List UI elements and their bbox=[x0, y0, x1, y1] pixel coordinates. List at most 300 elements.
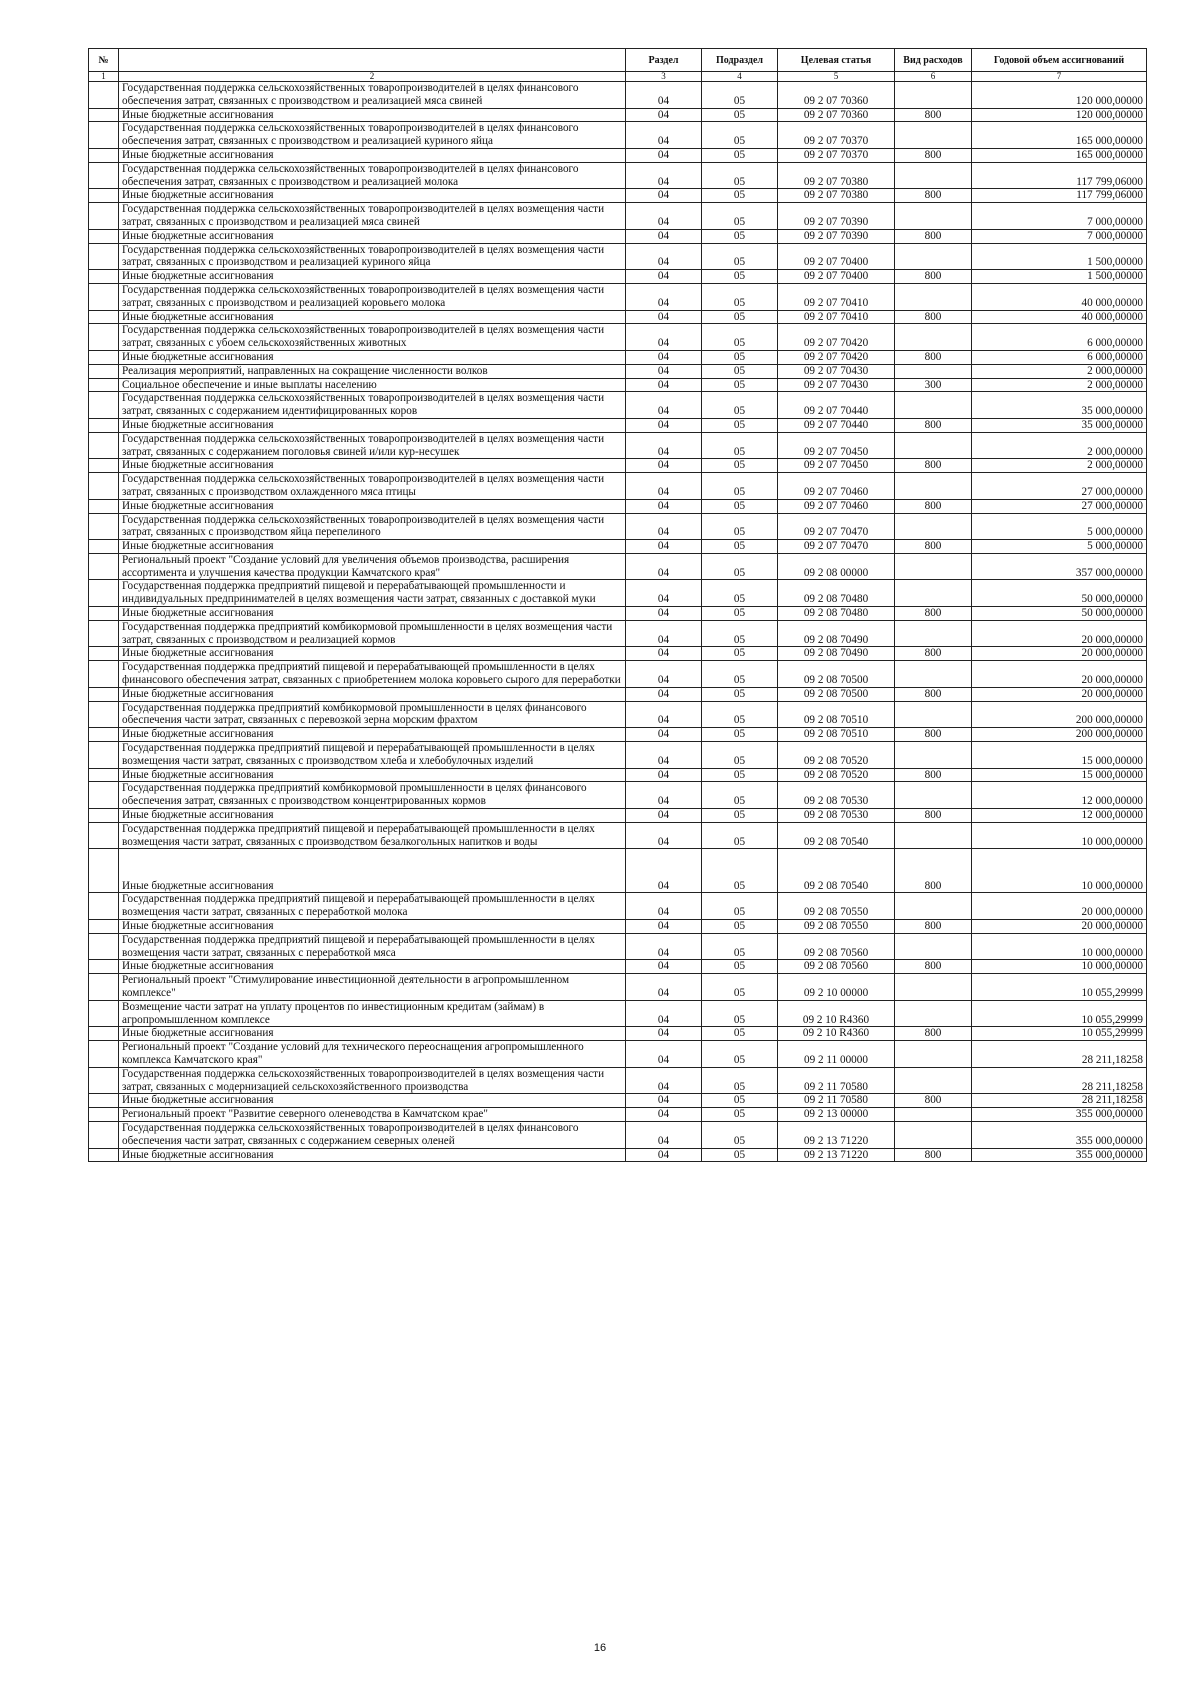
row-target-article: 09 2 13 71220 bbox=[778, 1148, 895, 1162]
row-target-article: 09 2 07 70460 bbox=[778, 499, 895, 513]
row-expense-type: 800 bbox=[895, 687, 972, 701]
row-amount: 20 000,00000 bbox=[972, 620, 1147, 647]
row-number-cell bbox=[89, 580, 119, 607]
row-expense-type bbox=[895, 122, 972, 149]
row-section: 04 bbox=[626, 499, 702, 513]
row-target-article: 09 2 07 70400 bbox=[778, 270, 895, 284]
header-expense-type: Вид расходов bbox=[895, 49, 972, 72]
row-subsection: 05 bbox=[702, 108, 778, 122]
row-number-cell bbox=[89, 1041, 119, 1068]
row-description: Социальное обеспечение и иные выплаты населению bbox=[119, 378, 626, 392]
table-row bbox=[89, 553, 1147, 580]
row-subsection: 05 bbox=[702, 189, 778, 203]
row-description: Иные бюджетные ассигнования bbox=[119, 1148, 626, 1162]
row-subsection: 05 bbox=[702, 162, 778, 189]
page-number: 16 bbox=[593, 1642, 607, 1654]
row-description: Государственная поддержка сельскохозяйственных товаропроизводителей в целях финансового обеспечения затрат, связанных с производством и реализацией молока bbox=[119, 162, 626, 189]
table-row bbox=[89, 122, 1147, 149]
row-subsection: 05 bbox=[702, 473, 778, 500]
table-row bbox=[89, 513, 1147, 540]
row-expense-type bbox=[895, 742, 972, 769]
row-number-cell bbox=[89, 893, 119, 920]
row-section: 04 bbox=[626, 324, 702, 351]
row-section: 04 bbox=[626, 459, 702, 473]
row-expense-type: 800 bbox=[895, 499, 972, 513]
row-amount: 5 000,00000 bbox=[972, 540, 1147, 554]
row-section: 04 bbox=[626, 768, 702, 782]
row-section: 04 bbox=[626, 283, 702, 310]
row-subsection: 05 bbox=[702, 742, 778, 769]
row-expense-type bbox=[895, 243, 972, 270]
table-row bbox=[89, 283, 1147, 310]
row-amount: 28 211,18258 bbox=[972, 1041, 1147, 1068]
row-target-article: 09 2 11 00000 bbox=[778, 1041, 895, 1068]
row-description: Государственная поддержка сельскохозяйственных товаропроизводителей в целях возмещения части затрат, связанных с убоем сельскохозяйственных животных bbox=[119, 324, 626, 351]
row-number-cell bbox=[89, 378, 119, 392]
row-number-cell bbox=[89, 849, 119, 893]
row-target-article: 09 2 07 70470 bbox=[778, 540, 895, 554]
row-expense-type: 800 bbox=[895, 229, 972, 243]
row-section: 04 bbox=[626, 1067, 702, 1094]
row-description: Государственная поддержка предприятий пищевой и перерабатывающей промышленности в целях возмещения части затрат, связанных с переработкой мяса bbox=[119, 933, 626, 960]
row-subsection: 05 bbox=[702, 1000, 778, 1027]
row-subsection: 05 bbox=[702, 920, 778, 934]
table-row bbox=[89, 728, 1147, 742]
row-subsection: 05 bbox=[702, 647, 778, 661]
row-expense-type bbox=[895, 661, 972, 688]
row-number-cell bbox=[89, 742, 119, 769]
row-amount: 10 000,00000 bbox=[972, 960, 1147, 974]
row-target-article: 09 2 07 70440 bbox=[778, 418, 895, 432]
row-section: 04 bbox=[626, 364, 702, 378]
row-amount: 20 000,00000 bbox=[972, 687, 1147, 701]
row-amount: 10 000,00000 bbox=[972, 822, 1147, 849]
row-section: 04 bbox=[626, 189, 702, 203]
table-row bbox=[89, 768, 1147, 782]
row-amount: 117 799,06000 bbox=[972, 189, 1147, 203]
row-subsection: 05 bbox=[702, 540, 778, 554]
row-target-article: 09 2 07 70370 bbox=[778, 122, 895, 149]
row-number-cell bbox=[89, 1067, 119, 1094]
row-description: Иные бюджетные ассигнования bbox=[119, 960, 626, 974]
table-row bbox=[89, 418, 1147, 432]
row-subsection: 05 bbox=[702, 893, 778, 920]
row-number-cell bbox=[89, 270, 119, 284]
row-description: Региональный проект "Стимулирование инвестиционной деятельности в агропромышленном комплексе" bbox=[119, 974, 626, 1001]
table-row bbox=[89, 270, 1147, 284]
row-expense-type: 800 bbox=[895, 849, 972, 893]
row-subsection: 05 bbox=[702, 392, 778, 419]
row-subsection: 05 bbox=[702, 459, 778, 473]
row-section: 04 bbox=[626, 540, 702, 554]
row-number-cell bbox=[89, 189, 119, 203]
table-row bbox=[89, 687, 1147, 701]
row-section: 04 bbox=[626, 553, 702, 580]
row-target-article: 09 2 08 00000 bbox=[778, 553, 895, 580]
row-section: 04 bbox=[626, 782, 702, 809]
table-row bbox=[89, 324, 1147, 351]
column-number-row bbox=[89, 72, 1147, 82]
table-row bbox=[89, 82, 1147, 109]
row-number-cell bbox=[89, 162, 119, 189]
table-row bbox=[89, 499, 1147, 513]
row-target-article: 09 2 08 70550 bbox=[778, 920, 895, 934]
row-number-cell bbox=[89, 82, 119, 109]
row-subsection: 05 bbox=[702, 310, 778, 324]
header-name bbox=[119, 49, 626, 72]
row-target-article: 09 2 08 70560 bbox=[778, 960, 895, 974]
row-description: Государственная поддержка сельскохозяйственных товаропроизводителей в целях возмещения части затрат, связанных с производством и реализацией коровьего молока bbox=[119, 283, 626, 310]
row-subsection: 05 bbox=[702, 378, 778, 392]
row-expense-type bbox=[895, 1041, 972, 1068]
row-number-cell bbox=[89, 499, 119, 513]
row-target-article: 09 2 07 70360 bbox=[778, 108, 895, 122]
row-target-article: 09 2 07 70470 bbox=[778, 513, 895, 540]
row-subsection: 05 bbox=[702, 1027, 778, 1041]
row-number-cell bbox=[89, 1027, 119, 1041]
row-amount: 10 055,29999 bbox=[972, 1000, 1147, 1027]
row-expense-type bbox=[895, 1108, 972, 1122]
row-section: 04 bbox=[626, 122, 702, 149]
row-number-cell bbox=[89, 310, 119, 324]
row-expense-type: 300 bbox=[895, 378, 972, 392]
table-row bbox=[89, 607, 1147, 621]
row-target-article: 09 2 08 70500 bbox=[778, 661, 895, 688]
row-section: 04 bbox=[626, 809, 702, 823]
row-target-article: 09 2 07 70370 bbox=[778, 148, 895, 162]
row-amount: 1 500,00000 bbox=[972, 243, 1147, 270]
row-number-cell bbox=[89, 960, 119, 974]
row-description: Иные бюджетные ассигнования bbox=[119, 350, 626, 364]
row-description: Иные бюджетные ассигнования bbox=[119, 728, 626, 742]
row-subsection: 05 bbox=[702, 283, 778, 310]
row-expense-type: 800 bbox=[895, 270, 972, 284]
row-description: Государственная поддержка предприятий комбикормовой промышленности в целях финансового обеспечения части затрат, связанных с перевозкой зерна морским фрахтом bbox=[119, 701, 626, 728]
row-subsection: 05 bbox=[702, 661, 778, 688]
row-section: 04 bbox=[626, 1000, 702, 1027]
row-section: 04 bbox=[626, 1108, 702, 1122]
row-subsection: 05 bbox=[702, 1094, 778, 1108]
row-description: Государственная поддержка предприятий пищевой и перерабатывающей промышленности в целях возмещения части затрат, связанных с переработкой молока bbox=[119, 893, 626, 920]
row-section: 04 bbox=[626, 1027, 702, 1041]
column-number: 6 bbox=[895, 72, 972, 82]
row-section: 04 bbox=[626, 742, 702, 769]
table-row bbox=[89, 893, 1147, 920]
row-target-article: 09 2 07 70420 bbox=[778, 350, 895, 364]
row-target-article: 09 2 13 00000 bbox=[778, 1108, 895, 1122]
row-amount: 40 000,00000 bbox=[972, 310, 1147, 324]
table-row bbox=[89, 189, 1147, 203]
row-amount: 10 055,29999 bbox=[972, 974, 1147, 1001]
row-target-article: 09 2 11 70580 bbox=[778, 1094, 895, 1108]
table-row bbox=[89, 1041, 1147, 1068]
table-row bbox=[89, 108, 1147, 122]
row-amount: 10 000,00000 bbox=[972, 849, 1147, 893]
row-target-article: 09 2 10 R4360 bbox=[778, 1000, 895, 1027]
row-section: 04 bbox=[626, 243, 702, 270]
row-number-cell bbox=[89, 809, 119, 823]
row-number-cell bbox=[89, 768, 119, 782]
row-target-article: 09 2 08 70520 bbox=[778, 742, 895, 769]
row-number-cell bbox=[89, 920, 119, 934]
row-number-cell bbox=[89, 540, 119, 554]
row-section: 04 bbox=[626, 1148, 702, 1162]
row-number-cell bbox=[89, 364, 119, 378]
column-number: 2 bbox=[119, 72, 626, 82]
row-description: Иные бюджетные ассигнования bbox=[119, 499, 626, 513]
row-subsection: 05 bbox=[702, 243, 778, 270]
row-subsection: 05 bbox=[702, 960, 778, 974]
row-target-article: 09 2 07 70410 bbox=[778, 310, 895, 324]
table-row bbox=[89, 809, 1147, 823]
row-section: 04 bbox=[626, 687, 702, 701]
row-description: Иные бюджетные ассигнования bbox=[119, 418, 626, 432]
row-description: Иные бюджетные ассигнования bbox=[119, 1027, 626, 1041]
row-target-article: 09 2 07 70380 bbox=[778, 162, 895, 189]
row-amount: 20 000,00000 bbox=[972, 920, 1147, 934]
row-amount: 20 000,00000 bbox=[972, 661, 1147, 688]
row-expense-type: 800 bbox=[895, 728, 972, 742]
row-amount: 35 000,00000 bbox=[972, 418, 1147, 432]
row-target-article: 09 2 07 70450 bbox=[778, 432, 895, 459]
row-expense-type bbox=[895, 473, 972, 500]
row-section: 04 bbox=[626, 310, 702, 324]
row-target-article: 09 2 08 70490 bbox=[778, 647, 895, 661]
row-amount: 12 000,00000 bbox=[972, 782, 1147, 809]
row-number-cell bbox=[89, 418, 119, 432]
row-amount: 6 000,00000 bbox=[972, 324, 1147, 351]
header-row bbox=[89, 49, 1147, 72]
table-row bbox=[89, 661, 1147, 688]
row-target-article: 09 2 08 70560 bbox=[778, 933, 895, 960]
row-expense-type bbox=[895, 1121, 972, 1148]
row-section: 04 bbox=[626, 229, 702, 243]
row-subsection: 05 bbox=[702, 782, 778, 809]
column-number: 4 bbox=[702, 72, 778, 82]
row-amount: 2 000,00000 bbox=[972, 459, 1147, 473]
row-description: Иные бюджетные ассигнования bbox=[119, 270, 626, 284]
row-number-cell bbox=[89, 1148, 119, 1162]
row-amount: 355 000,00000 bbox=[972, 1148, 1147, 1162]
row-amount: 6 000,00000 bbox=[972, 350, 1147, 364]
row-description: Иные бюджетные ассигнования bbox=[119, 310, 626, 324]
row-number-cell bbox=[89, 1121, 119, 1148]
row-section: 04 bbox=[626, 620, 702, 647]
row-subsection: 05 bbox=[702, 580, 778, 607]
header-target-article: Целевая статья bbox=[778, 49, 895, 72]
header-section: Раздел bbox=[626, 49, 702, 72]
row-number-cell bbox=[89, 473, 119, 500]
row-amount: 28 211,18258 bbox=[972, 1067, 1147, 1094]
row-description: Иные бюджетные ассигнования bbox=[119, 809, 626, 823]
row-expense-type: 800 bbox=[895, 920, 972, 934]
table-row bbox=[89, 974, 1147, 1001]
row-subsection: 05 bbox=[702, 1108, 778, 1122]
row-description: Иные бюджетные ассигнования bbox=[119, 229, 626, 243]
row-number-cell bbox=[89, 203, 119, 230]
table-row bbox=[89, 849, 1147, 893]
table-row bbox=[89, 1148, 1147, 1162]
row-amount: 117 799,06000 bbox=[972, 162, 1147, 189]
row-description: Иные бюджетные ассигнования bbox=[119, 920, 626, 934]
table-row bbox=[89, 229, 1147, 243]
row-section: 04 bbox=[626, 974, 702, 1001]
row-number-cell bbox=[89, 148, 119, 162]
row-target-article: 09 2 08 70510 bbox=[778, 701, 895, 728]
row-number-cell bbox=[89, 229, 119, 243]
row-section: 04 bbox=[626, 580, 702, 607]
row-number-cell bbox=[89, 782, 119, 809]
row-description: Государственная поддержка сельскохозяйственных товаропроизводителей в целях финансового обеспечения затрат, связанных с производством и реализацией куриного яйца bbox=[119, 122, 626, 149]
table-row bbox=[89, 580, 1147, 607]
row-number-cell bbox=[89, 108, 119, 122]
table-row bbox=[89, 162, 1147, 189]
row-subsection: 05 bbox=[702, 1041, 778, 1068]
row-amount: 120 000,00000 bbox=[972, 108, 1147, 122]
row-section: 04 bbox=[626, 203, 702, 230]
row-number-cell bbox=[89, 350, 119, 364]
row-amount: 200 000,00000 bbox=[972, 728, 1147, 742]
row-amount: 27 000,00000 bbox=[972, 473, 1147, 500]
row-description: Государственная поддержка сельскохозяйственных товаропроизводителей в целях возмещения части затрат, связанных с производством яйца перепелиного bbox=[119, 513, 626, 540]
row-expense-type: 800 bbox=[895, 607, 972, 621]
row-expense-type bbox=[895, 553, 972, 580]
row-number-cell bbox=[89, 822, 119, 849]
row-description: Иные бюджетные ассигнования bbox=[119, 687, 626, 701]
row-expense-type bbox=[895, 203, 972, 230]
row-amount: 50 000,00000 bbox=[972, 580, 1147, 607]
table-row bbox=[89, 148, 1147, 162]
row-expense-type: 800 bbox=[895, 148, 972, 162]
table-row bbox=[89, 960, 1147, 974]
row-subsection: 05 bbox=[702, 203, 778, 230]
row-description: Государственная поддержка предприятий пищевой и перерабатывающей промышленности и индивидуальных предпринимателей в целях возмещения части затрат, связанных с доставкой муки bbox=[119, 580, 626, 607]
column-number: 5 bbox=[778, 72, 895, 82]
row-description: Государственная поддержка предприятий комбикормовой промышленности в целях финансового обеспечения затрат, связанных с производством концентрированных кормов bbox=[119, 782, 626, 809]
row-subsection: 05 bbox=[702, 122, 778, 149]
row-number-cell bbox=[89, 553, 119, 580]
row-amount: 165 000,00000 bbox=[972, 148, 1147, 162]
row-description: Региональный проект "Создание условий для увеличения объемов производства, расширения ассортимента и улучшения качества продукции Камчатского края" bbox=[119, 553, 626, 580]
row-section: 04 bbox=[626, 378, 702, 392]
row-target-article: 09 2 07 70400 bbox=[778, 243, 895, 270]
row-description: Государственная поддержка сельскохозяйственных товаропроизводителей в целях возмещения части затрат, связанных с модернизацией сельскохозяйственного производства bbox=[119, 1067, 626, 1094]
row-description: Государственная поддержка сельскохозяйственных товаропроизводителей в целях финансового обеспечения части затрат, связанных с содержанием северных оленей bbox=[119, 1121, 626, 1148]
row-section: 04 bbox=[626, 647, 702, 661]
row-subsection: 05 bbox=[702, 607, 778, 621]
row-subsection: 05 bbox=[702, 768, 778, 782]
row-subsection: 05 bbox=[702, 148, 778, 162]
row-target-article: 09 2 13 71220 bbox=[778, 1121, 895, 1148]
row-subsection: 05 bbox=[702, 728, 778, 742]
table-row bbox=[89, 822, 1147, 849]
row-expense-type: 800 bbox=[895, 1094, 972, 1108]
row-description: Иные бюджетные ассигнования bbox=[119, 849, 626, 893]
row-amount: 20 000,00000 bbox=[972, 647, 1147, 661]
row-section: 04 bbox=[626, 822, 702, 849]
row-section: 04 bbox=[626, 270, 702, 284]
row-expense-type bbox=[895, 324, 972, 351]
row-target-article: 09 2 07 70460 bbox=[778, 473, 895, 500]
row-target-article: 09 2 08 70540 bbox=[778, 822, 895, 849]
table-row bbox=[89, 1067, 1147, 1094]
column-number: 1 bbox=[89, 72, 119, 82]
row-expense-type: 800 bbox=[895, 459, 972, 473]
row-target-article: 09 2 07 70390 bbox=[778, 203, 895, 230]
table-row bbox=[89, 310, 1147, 324]
table-row bbox=[89, 350, 1147, 364]
row-expense-type bbox=[895, 822, 972, 849]
row-subsection: 05 bbox=[702, 229, 778, 243]
row-expense-type bbox=[895, 82, 972, 109]
table-row bbox=[89, 1027, 1147, 1041]
row-amount: 35 000,00000 bbox=[972, 392, 1147, 419]
row-subsection: 05 bbox=[702, 620, 778, 647]
row-target-article: 09 2 07 70390 bbox=[778, 229, 895, 243]
row-amount: 15 000,00000 bbox=[972, 768, 1147, 782]
row-subsection: 05 bbox=[702, 701, 778, 728]
row-number-cell bbox=[89, 1108, 119, 1122]
row-number-cell bbox=[89, 974, 119, 1001]
column-number: 3 bbox=[626, 72, 702, 82]
row-description: Региональный проект "Создание условий для технического переоснащения агропромышленного комплекса Камчатского края" bbox=[119, 1041, 626, 1068]
budget-table bbox=[88, 48, 1147, 1162]
row-amount: 2 000,00000 bbox=[972, 378, 1147, 392]
row-target-article: 09 2 07 70380 bbox=[778, 189, 895, 203]
row-number-cell bbox=[89, 243, 119, 270]
row-expense-type bbox=[895, 1000, 972, 1027]
row-subsection: 05 bbox=[702, 1067, 778, 1094]
row-subsection: 05 bbox=[702, 974, 778, 1001]
row-subsection: 05 bbox=[702, 687, 778, 701]
row-expense-type: 800 bbox=[895, 310, 972, 324]
row-target-article: 09 2 11 70580 bbox=[778, 1067, 895, 1094]
row-amount: 2 000,00000 bbox=[972, 364, 1147, 378]
row-target-article: 09 2 08 70480 bbox=[778, 580, 895, 607]
row-expense-type: 800 bbox=[895, 108, 972, 122]
row-section: 04 bbox=[626, 473, 702, 500]
row-subsection: 05 bbox=[702, 1121, 778, 1148]
row-description: Государственная поддержка предприятий пищевой и перерабатывающей промышленности в целях возмещения части затрат, связанных с производством безалкогольных напитков и воды bbox=[119, 822, 626, 849]
row-target-article: 09 2 08 70490 bbox=[778, 620, 895, 647]
row-description: Государственная поддержка сельскохозяйственных товаропроизводителей в целях возмещения части затрат, связанных с производством и реализацией мяса свиней bbox=[119, 203, 626, 230]
row-description: Реализация мероприятий, направленных на сокращение численности волков bbox=[119, 364, 626, 378]
row-number-cell bbox=[89, 1000, 119, 1027]
row-expense-type: 800 bbox=[895, 1148, 972, 1162]
table-row bbox=[89, 1121, 1147, 1148]
row-number-cell bbox=[89, 661, 119, 688]
row-expense-type bbox=[895, 974, 972, 1001]
table-row bbox=[89, 1000, 1147, 1027]
row-description: Иные бюджетные ассигнования bbox=[119, 108, 626, 122]
row-section: 04 bbox=[626, 607, 702, 621]
row-subsection: 05 bbox=[702, 553, 778, 580]
row-number-cell bbox=[89, 607, 119, 621]
row-expense-type bbox=[895, 893, 972, 920]
row-subsection: 05 bbox=[702, 270, 778, 284]
row-section: 04 bbox=[626, 432, 702, 459]
row-expense-type: 800 bbox=[895, 647, 972, 661]
row-section: 04 bbox=[626, 513, 702, 540]
row-expense-type bbox=[895, 782, 972, 809]
row-description: Государственная поддержка сельскохозяйственных товаропроизводителей в целях возмещения части затрат, связанных с производством и реализацией куриного яйца bbox=[119, 243, 626, 270]
row-amount: 40 000,00000 bbox=[972, 283, 1147, 310]
row-amount: 120 000,00000 bbox=[972, 82, 1147, 109]
row-number-cell bbox=[89, 701, 119, 728]
row-number-cell bbox=[89, 122, 119, 149]
table-row bbox=[89, 1094, 1147, 1108]
row-number-cell bbox=[89, 459, 119, 473]
